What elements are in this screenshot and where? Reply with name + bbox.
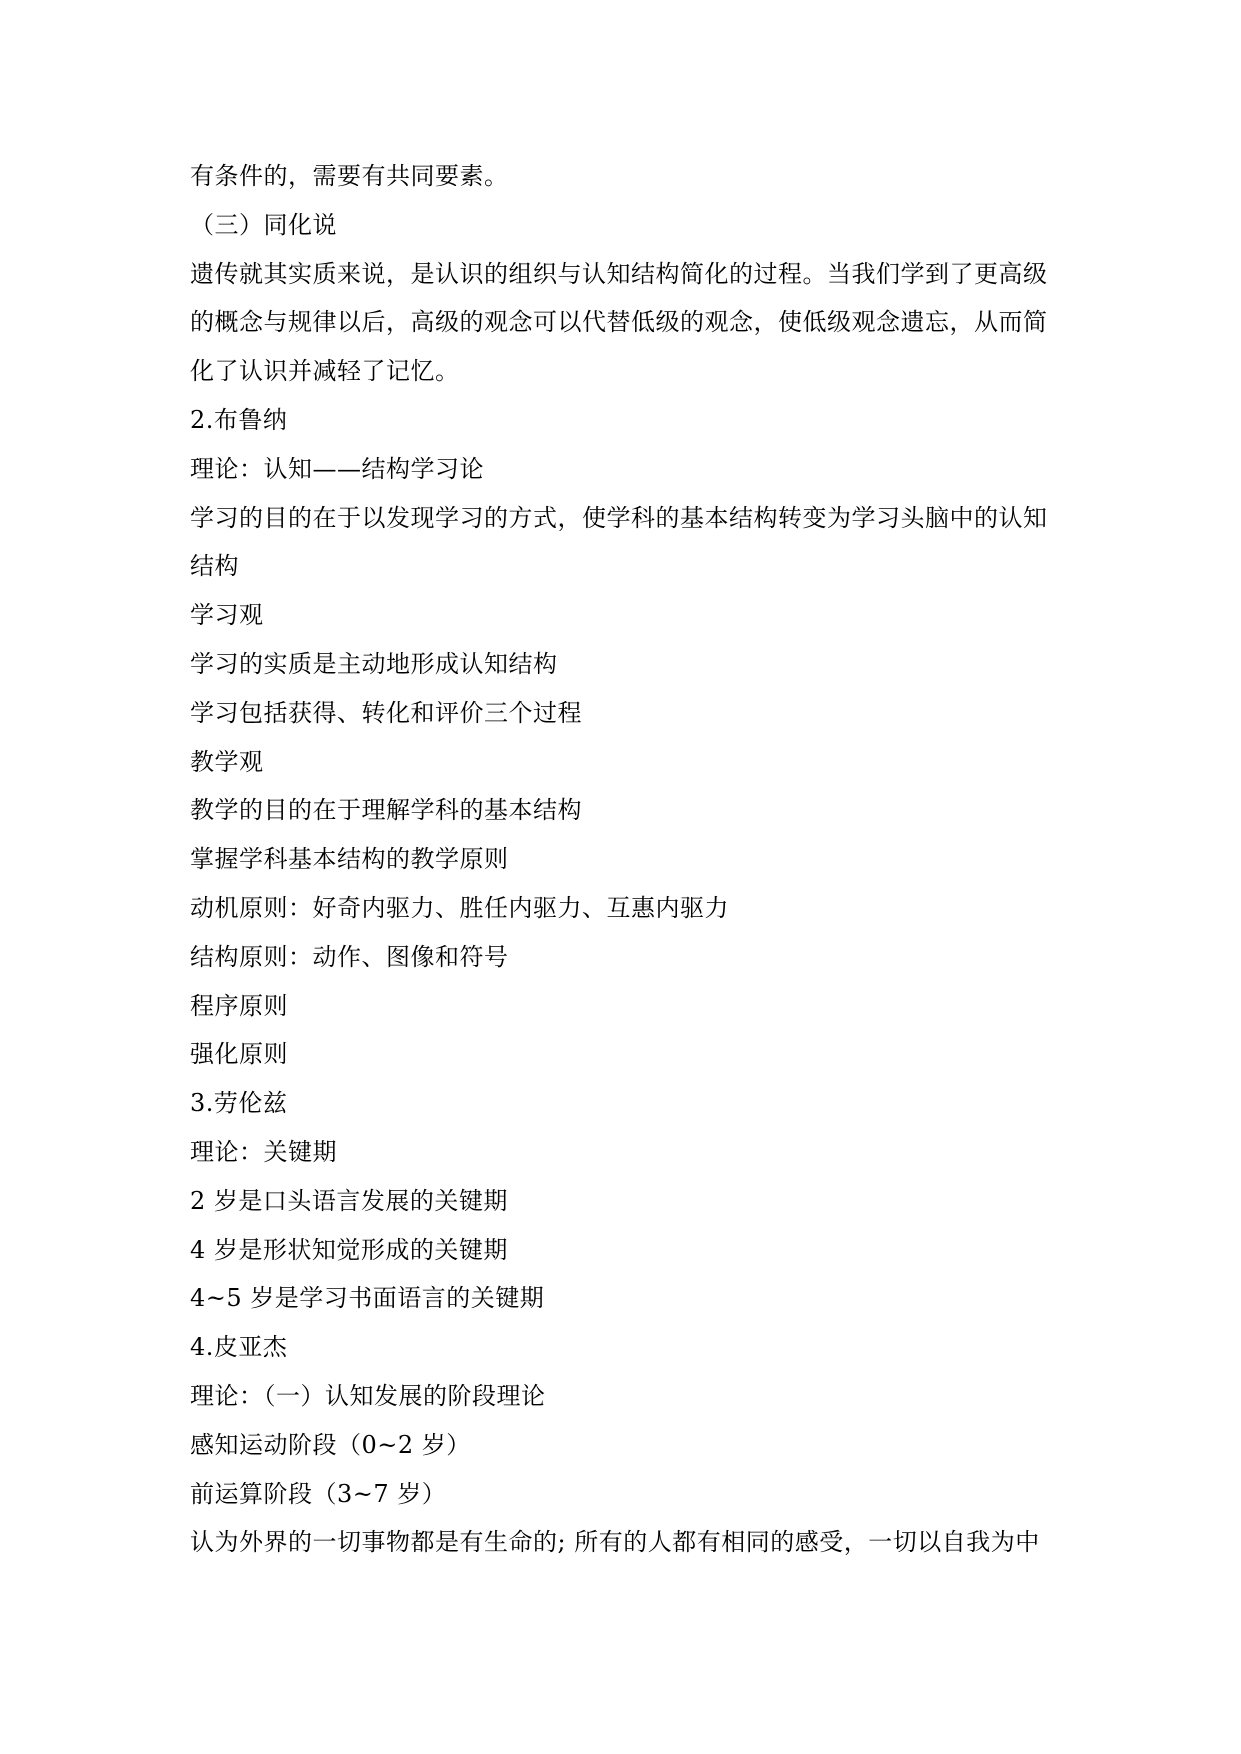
section-heading: 2.布鲁纳 xyxy=(190,405,288,434)
text-line: 的概念与规律以后，高级的观念可以代替低级的观念，使低级观念遗忘，从而简 xyxy=(190,308,1048,337)
section-heading: 4.皮亚杰 xyxy=(190,1333,288,1362)
text-line: 结构 xyxy=(190,552,239,581)
text-line: 程序原则 xyxy=(190,991,288,1020)
text-line: 4 岁是形状知觉形成的关键期 xyxy=(190,1235,508,1264)
text-line: 2 岁是口头语言发展的关键期 xyxy=(190,1186,508,1215)
text-line: 掌握学科基本结构的教学原则 xyxy=(190,845,509,874)
text-line: 动机原则：好奇内驱力、胜任内驱力、互惠内驱力 xyxy=(190,893,729,922)
text-line: 4~5 岁是学习书面语言的关键期 xyxy=(190,1284,545,1313)
text-line: 理论：认知——结构学习论 xyxy=(190,454,484,483)
text-line: 前运算阶段（3~7 岁） xyxy=(190,1479,447,1508)
section-heading: 3.劳伦兹 xyxy=(190,1089,288,1118)
text-line: 感知运动阶段（0~2 岁） xyxy=(190,1430,471,1459)
text-line: 学习包括获得、转化和评价三个过程 xyxy=(190,698,582,727)
text-line: 结构原则：动作、图像和符号 xyxy=(190,942,509,971)
text-line: 理论：关键期 xyxy=(190,1137,337,1166)
text-line: 学习的实质是主动地形成认知结构 xyxy=(190,649,558,678)
section-heading: （三）同化说 xyxy=(190,210,337,239)
text-line: 有条件的，需要有共同要素。 xyxy=(190,162,509,190)
text-line: 教学观 xyxy=(190,747,264,776)
text-line: 学习的目的在于以发现学习的方式，使学科的基本结构转变为学习头脑中的认知 xyxy=(190,503,1048,532)
text-line: 强化原则 xyxy=(190,1040,288,1069)
text-line: 化了认识并减轻了记忆。 xyxy=(190,357,460,386)
text-line: 遗传就其实质来说，是认识的组织与认知结构简化的过程。当我们学到了更高级 xyxy=(190,259,1048,288)
text-line: 认为外界的一切事物都是有生命的; 所有的人都有相同的感受，一切以自我为中 xyxy=(190,1528,1040,1557)
text-line: 理论：（一）认知发展的阶段理论 xyxy=(190,1381,546,1410)
document-body xyxy=(190,152,1050,1567)
text-line: 教学的目的在于理解学科的基本结构 xyxy=(190,796,582,825)
text-line: 学习观 xyxy=(190,601,264,630)
